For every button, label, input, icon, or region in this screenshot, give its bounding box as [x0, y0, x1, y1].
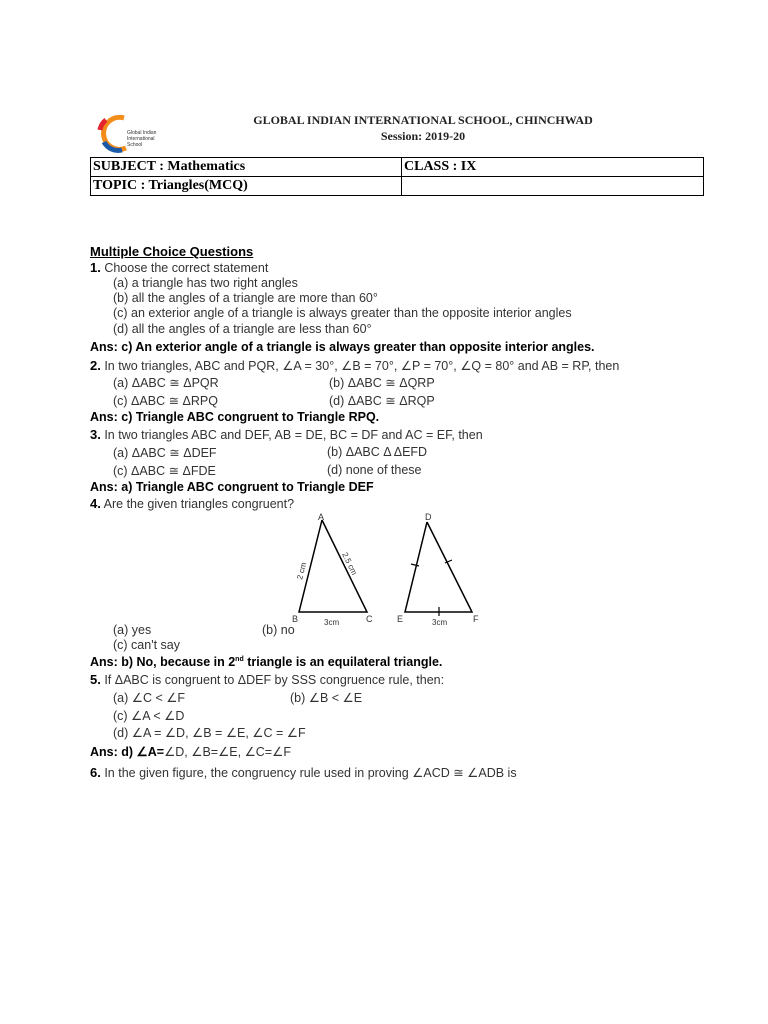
q1-answer: Ans: c) An exterior angle of a triangle is always greater than opposite interior angles. — [90, 340, 595, 354]
q5-answer-rest: ∠D, ∠B=∠E, ∠C=∠F — [164, 745, 291, 759]
class-cell: CLASS : IX — [402, 158, 704, 177]
q1-option-a: (a) a triangle has two right angles — [113, 276, 298, 290]
q5-answer-bold: Ans: d) ∠A= — [90, 745, 165, 759]
school-name: GLOBAL INDIAN INTERNATIONAL SCHOOL, CHINCHWAD — [253, 113, 593, 127]
q4-answer-part2: triangle is an equilateral triangle. — [243, 655, 443, 669]
question-3 — [90, 427, 483, 442]
q3-option-d: (d) none of these — [327, 463, 422, 477]
logo-text-line2: International — [127, 136, 155, 142]
q2-option-c: (c) ΔABC ≅ ΔRPQ — [113, 394, 218, 408]
q4-option-c: (c) can't say — [113, 638, 180, 652]
q2-option-a: (a) ΔABC ≅ ΔPQR — [113, 376, 219, 390]
vertex-c-label: C — [366, 614, 373, 624]
q4-answer-part1: Ans: b) No, because in 2 — [90, 655, 236, 669]
q5-answer — [90, 744, 291, 759]
question-6 — [90, 765, 517, 780]
question-text: Are the given triangles congruent? — [103, 497, 295, 511]
question-number: 5. — [90, 672, 101, 687]
q1-option-d: (d) all the angles of a triangle are less than 60° — [113, 322, 372, 336]
logo-text-line1: Global Indian — [127, 130, 157, 136]
side-bc-label: 3cm — [324, 618, 340, 627]
question-5 — [90, 672, 444, 687]
triangle-def — [405, 522, 472, 612]
question-1 — [90, 260, 268, 275]
q2-option-b: (b) ΔABC ≅ ΔQRP — [329, 376, 435, 390]
vertex-f-label: F — [473, 614, 479, 624]
question-text: Choose the correct statement — [104, 261, 269, 275]
vertex-d-label: D — [425, 512, 432, 522]
question-text: In two triangles ABC and DEF, AB = DE, BC = DF and AC = EF, then — [104, 428, 483, 442]
q5-option-d: (d) ∠A = ∠D, ∠B = ∠E, ∠C = ∠F — [113, 726, 306, 740]
question-2 — [90, 358, 619, 373]
side-ab-label: 2 cm — [295, 561, 309, 581]
q2-option-d: (d) ΔABC ≅ ΔRQP — [329, 394, 435, 408]
question-number: 4. — [90, 496, 101, 511]
question-number: 2. — [90, 358, 101, 373]
triangle-abc — [299, 520, 367, 612]
q4-answer — [90, 655, 442, 669]
vertex-e-label: E — [397, 614, 404, 624]
empty-cell — [402, 177, 704, 196]
session: Session: 2019-20 — [380, 129, 466, 143]
topic-cell: TOPIC : Triangles(MCQ) — [91, 177, 402, 196]
info-table — [90, 157, 704, 196]
q4-option-b: (b) no — [262, 623, 295, 637]
triangles-figure — [285, 508, 495, 628]
q4-option-a: (a) yes — [113, 623, 152, 637]
question-4 — [90, 496, 294, 511]
q1-option-b: (b) all the angles of a triangle are more than 60° — [113, 291, 378, 305]
q4-answer-superscript: nd — [235, 655, 244, 663]
side-ef-label: 3cm — [432, 618, 448, 627]
question-number: 6. — [90, 765, 101, 780]
q5-option-c: (c) ∠A < ∠D — [113, 709, 185, 723]
question-number: 3. — [90, 427, 101, 442]
subject-cell: SUBJECT : Mathematics — [91, 158, 402, 177]
vertex-b-label: B — [292, 614, 299, 624]
section-title: Multiple Choice Questions — [90, 244, 254, 259]
q3-answer: Ans: a) Triangle ABC congruent to Triangle DEF — [90, 480, 374, 494]
q3-option-c: (c) ΔABC ≅ ΔFDE — [113, 464, 216, 478]
question-text: In the given figure, the congruency rule used in proving ∠ACD ≅ ∠ADB is — [104, 766, 517, 780]
vertex-a-label: A — [318, 512, 325, 522]
q2-answer: Ans: c) Triangle ABC congruent to Triangle RPQ. — [90, 410, 380, 424]
question-text: In two triangles, ABC and PQR, ∠A = 30°, ∠B = 70°, ∠P = 70°, ∠Q = 80° and AB = RP, then — [104, 359, 620, 373]
q1-option-c: (c) an exterior angle of a triangle is always greater than the opposite interior angles — [113, 306, 572, 320]
side-ac-label: 2.5 cm — [340, 550, 359, 577]
q5-option-a: (a) ∠C < ∠F — [113, 691, 186, 705]
logo-text-line3: School — [127, 142, 143, 148]
question-text: If ΔABC is congruent to ΔDEF by SSS congruence rule, then: — [104, 673, 445, 687]
q3-option-b: (b) ΔABC Δ ΔEFD — [327, 445, 428, 459]
q5-option-b: (b) ∠B < ∠E — [290, 691, 363, 705]
tick-mark-de — [411, 564, 419, 566]
q3-option-a: (a) ΔABC ≅ ΔDEF — [113, 446, 217, 460]
question-number: 1. — [90, 260, 101, 275]
